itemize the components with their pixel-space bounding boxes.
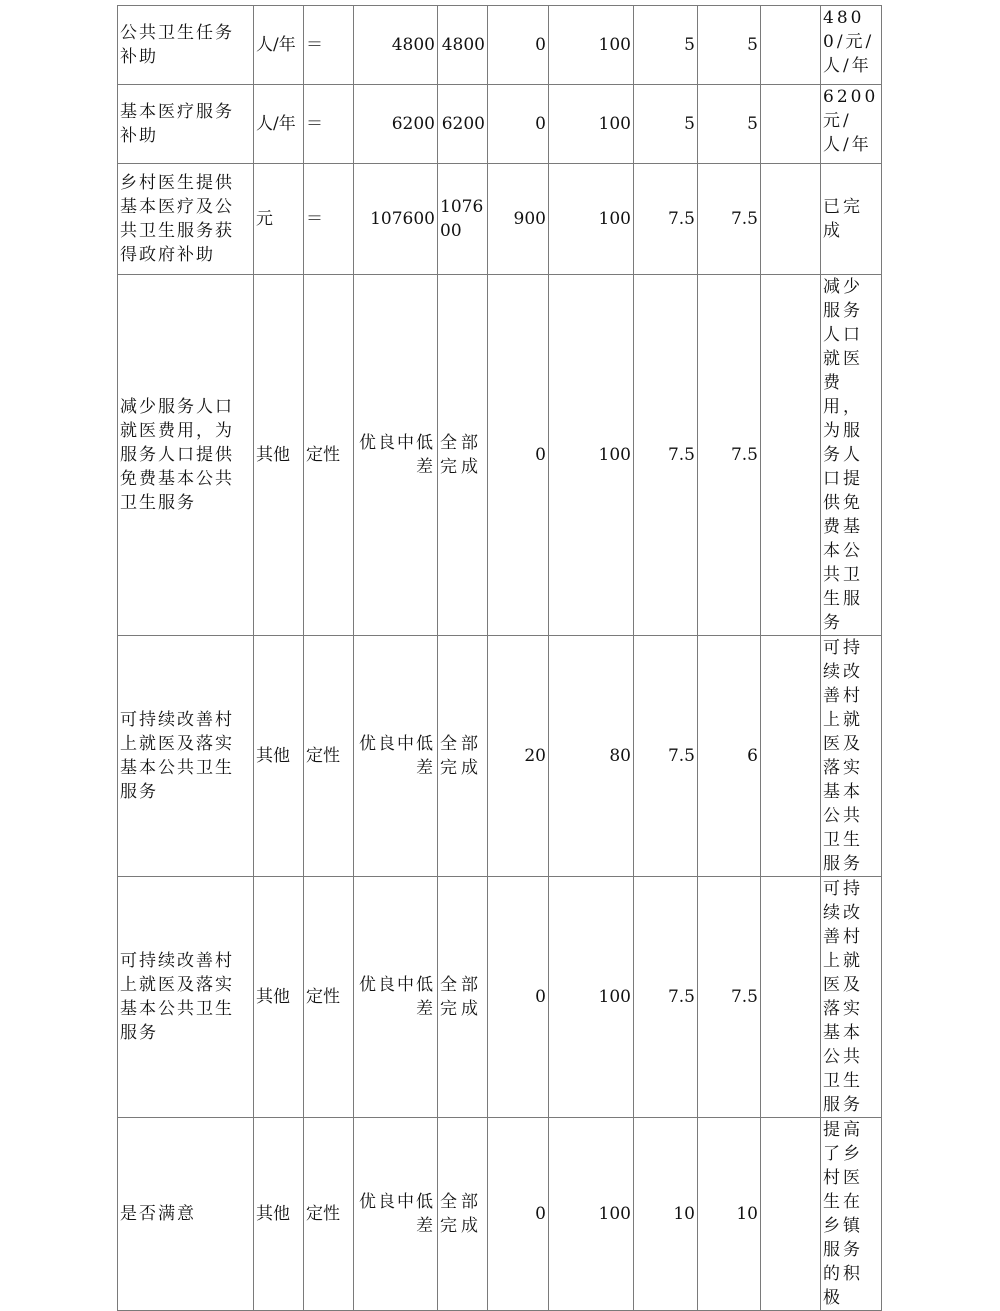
- remark-cell: 提高了乡村医生在乡镇服务的积极: [821, 1118, 882, 1311]
- gap-cell: 0: [488, 6, 549, 85]
- indicator-name: 可持续改善村上就医及落实基本公共卫生服务: [118, 877, 254, 1118]
- target-value-cell: 107600: [354, 164, 438, 275]
- unit-cell: 元: [254, 164, 304, 275]
- completion-score-cell: 100: [549, 275, 634, 636]
- weight-cell: 7.5: [634, 164, 698, 275]
- operator-cell: 定性: [304, 275, 354, 636]
- target-value-cell: 优良中低差: [354, 275, 438, 636]
- actual-value-cell: 107600: [438, 164, 488, 275]
- score-obtained-cell: 7.5: [698, 877, 761, 1118]
- actual-value-cell: 全部完成: [438, 636, 488, 877]
- unit-cell: 其他: [254, 275, 304, 636]
- completion-score-cell: 100: [549, 877, 634, 1118]
- unit-cell: 其他: [254, 877, 304, 1118]
- gap-cell: 900: [488, 164, 549, 275]
- score-obtained-cell: 7.5: [698, 164, 761, 275]
- deduction-reason-cell: [761, 164, 821, 275]
- table-row: [118, 85, 882, 164]
- weight-cell: 10: [634, 1118, 698, 1311]
- operator-cell: 定性: [304, 1118, 354, 1311]
- indicator-name: 可持续改善村上就医及落实基本公共卫生服务: [118, 636, 254, 877]
- weight-cell: 7.5: [634, 275, 698, 636]
- operator-cell: 定性: [304, 636, 354, 877]
- gap-cell: 0: [488, 275, 549, 636]
- score-obtained-cell: 5: [698, 6, 761, 85]
- target-value-cell: 优良中低差: [354, 1118, 438, 1311]
- unit-cell: 人/年: [254, 6, 304, 85]
- operator-cell: ＝: [304, 164, 354, 275]
- table-row: [118, 164, 882, 275]
- operator-cell: 定性: [304, 877, 354, 1118]
- target-value-cell: 6200: [354, 85, 438, 164]
- unit-cell: 其他: [254, 1118, 304, 1311]
- score-obtained-cell: 10: [698, 1118, 761, 1311]
- performance-table: [117, 5, 882, 1311]
- table-row: [118, 6, 882, 85]
- operator-cell: ＝: [304, 6, 354, 85]
- unit-cell: 其他: [254, 636, 304, 877]
- operator-cell: ＝: [304, 85, 354, 164]
- actual-value-cell: 全部完成: [438, 1118, 488, 1311]
- indicator-name: 公共卫生任务补助: [118, 6, 254, 85]
- deduction-reason-cell: [761, 85, 821, 164]
- table-row: [118, 636, 882, 877]
- remark-cell: 4800/元/人/年: [821, 6, 882, 85]
- completion-score-cell: 100: [549, 85, 634, 164]
- deduction-reason-cell: [761, 6, 821, 85]
- remark-cell: 可持续改善村上就医及落实基本公共卫生服务: [821, 636, 882, 877]
- score-obtained-cell: 6: [698, 636, 761, 877]
- actual-value-cell: 6200: [438, 85, 488, 164]
- table-row: [118, 275, 882, 636]
- actual-value-cell: 全部完成: [438, 275, 488, 636]
- gap-cell: 0: [488, 877, 549, 1118]
- remark-cell: 可持续改善村上就医及落实基本公共卫生服务: [821, 877, 882, 1118]
- deduction-reason-cell: [761, 877, 821, 1118]
- target-value-cell: 4800: [354, 6, 438, 85]
- target-value-cell: 优良中低差: [354, 877, 438, 1118]
- remark-cell: 6200元/人/年: [821, 85, 882, 164]
- weight-cell: 5: [634, 6, 698, 85]
- deduction-reason-cell: [761, 1118, 821, 1311]
- table-row: [118, 877, 882, 1118]
- completion-score-cell: 100: [549, 1118, 634, 1311]
- actual-value-cell: 全部完成: [438, 877, 488, 1118]
- indicator-name: 是否满意: [118, 1118, 254, 1311]
- table-row: [118, 1118, 882, 1311]
- indicator-name: 基本医疗服务补助: [118, 85, 254, 164]
- gap-cell: 0: [488, 1118, 549, 1311]
- indicator-name: 乡村医生提供基本医疗及公共卫生服务获得政府补助: [118, 164, 254, 275]
- weight-cell: 7.5: [634, 636, 698, 877]
- weight-cell: 5: [634, 85, 698, 164]
- gap-cell: 0: [488, 85, 549, 164]
- score-obtained-cell: 7.5: [698, 275, 761, 636]
- deduction-reason-cell: [761, 636, 821, 877]
- deduction-reason-cell: [761, 275, 821, 636]
- remark-cell: 已完成: [821, 164, 882, 275]
- score-obtained-cell: 5: [698, 85, 761, 164]
- unit-cell: 人/年: [254, 85, 304, 164]
- weight-cell: 7.5: [634, 877, 698, 1118]
- gap-cell: 20: [488, 636, 549, 877]
- remark-cell: 减少服务人口就医费用，为服务人口提供免费基本公共卫生服务: [821, 275, 882, 636]
- completion-score-cell: 100: [549, 164, 634, 275]
- indicator-name: 减少服务人口就医费用，为服务人口提供免费基本公共卫生服务: [118, 275, 254, 636]
- target-value-cell: 优良中低差: [354, 636, 438, 877]
- completion-score-cell: 100: [549, 6, 634, 85]
- completion-score-cell: 80: [549, 636, 634, 877]
- actual-value-cell: 4800: [438, 6, 488, 85]
